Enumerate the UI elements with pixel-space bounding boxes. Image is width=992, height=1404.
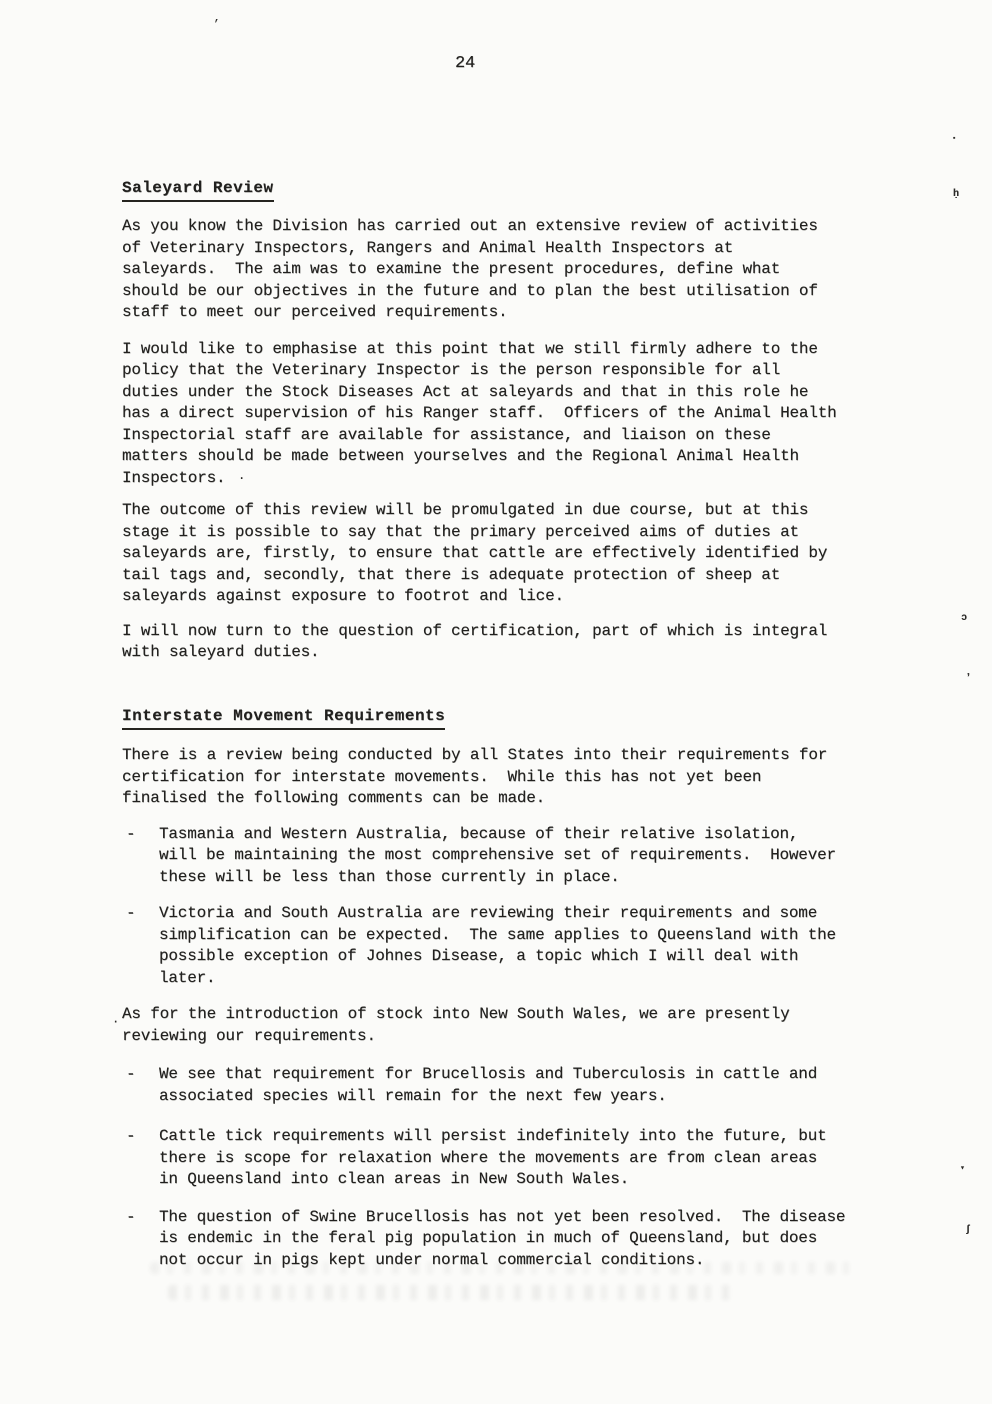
- text-line: policy that the Veterinary Inspector is the person responsible for all: [122, 361, 781, 379]
- list-item-text: [159, 824, 912, 889]
- paragraph: [122, 216, 912, 324]
- text-line: possible exception of Johnes Disease, a topic which I will deal with: [159, 947, 799, 965]
- dash-bullet: -: [126, 1207, 136, 1226]
- dash-bullet: -: [126, 904, 136, 922]
- text-line: I will now turn to the question of certification, part of which is integral: [122, 621, 828, 640]
- ink-speck: ·: [112, 1015, 120, 1029]
- text-line: We see that requirement for Brucellosis and Tuberculosis in cattle and: [159, 1065, 818, 1083]
- dash-bullet: -: [126, 824, 136, 843]
- text-line: not occur in pigs kept under normal commercial conditions.: [159, 1250, 705, 1269]
- text-line: 24: [455, 54, 476, 73]
- text-line: later.: [159, 968, 216, 987]
- text-line: I would like to emphasise at this point that we still firmly adhere to the: [122, 339, 818, 358]
- text-line: is endemic in the feral pig population in much of Queensland, but does: [159, 1229, 818, 1247]
- list-item: [122, 903, 912, 989]
- text-line: with saleyard duties.: [122, 643, 320, 661]
- dash-bullet: -: [126, 1065, 136, 1083]
- text-line: staff to meet our perceived requirements.: [122, 303, 508, 321]
- ink-speck: ’: [213, 19, 220, 31]
- ink-speck: .: [238, 469, 246, 483]
- text-line: saleyards. The aim was to examine the present procedures, define what: [122, 260, 781, 278]
- text-line: in Queensland into clean areas in New South Wales.: [159, 1170, 630, 1188]
- ink-speck: ▪: [952, 135, 957, 143]
- list-item-text: [159, 1126, 912, 1191]
- text-line: Victoria and South Australia are reviewing their requirements and some: [159, 904, 818, 922]
- text-line: The question of Swine Brucellosis has not yet been resolved. The disease: [159, 1207, 846, 1226]
- list-item: [122, 1207, 912, 1272]
- text-line: Saleyard Review: [122, 178, 274, 203]
- text-line: these will be less than those currently in place.: [159, 867, 620, 886]
- text-line: Interstate Movement Requirements: [122, 706, 445, 731]
- text-line: reviewing our requirements.: [122, 1026, 376, 1045]
- ink-speck: ḥ: [953, 189, 960, 200]
- paragraph: [122, 621, 912, 664]
- paragraph: [122, 1004, 912, 1047]
- dash-bullet: -: [126, 1127, 136, 1145]
- text-line: there is scope for relaxation where the movements are from clean areas: [159, 1148, 818, 1167]
- text-line: of Veterinary Inspectors, Rangers and Animal Health Inspectors at: [122, 238, 734, 257]
- paragraph: [122, 745, 912, 810]
- list-item-text: [159, 1207, 912, 1272]
- text-line: Cattle tick requirements will persist indefinitely into the future, but: [159, 1127, 827, 1145]
- ink-speck: ɔ: [961, 613, 968, 624]
- text-line: saleyards against exposure to footrot and lice.: [122, 587, 564, 605]
- ink-speck: ʼ: [965, 673, 972, 685]
- text-line: The outcome of this review will be promulgated in due course, but at this: [122, 501, 809, 519]
- text-line: certification for interstate movements. While this has not yet been: [122, 767, 762, 786]
- ink-speck: ʃ: [965, 1225, 972, 1236]
- text-line: tail tags and, secondly, that there is adequate protection of sheep at: [122, 565, 781, 584]
- section-heading: [122, 706, 912, 731]
- text-line: duties under the Stock Diseases Act at saleyards and that in this role he: [122, 382, 809, 401]
- text-line: has a direct supervision of his Ranger staff. Officers of the Animal Health: [122, 404, 837, 422]
- list-item: [122, 1126, 912, 1191]
- text-line: saleyards are, firstly, to ensure that cattle are effectively identified by: [122, 544, 828, 562]
- text-line: stage it is possible to say that the primary perceived aims of duties at: [122, 522, 799, 541]
- list-item-text: [159, 903, 912, 989]
- text-line: There is a review being conducted by all States into their requirements for: [122, 746, 828, 764]
- section-heading: [122, 178, 912, 203]
- text-line: should be our objectives in the future and to plan the best utilisation of: [122, 281, 818, 300]
- paragraph: [122, 339, 912, 490]
- text-line: associated species will remain for the next few years.: [159, 1086, 667, 1105]
- bleed-through-artifact: [168, 1285, 738, 1300]
- text-line: Tasmania and Western Australia, because of their relative isolation,: [159, 824, 799, 843]
- text-line: As for the introduction of stock into New South Wales, we are presently: [122, 1005, 790, 1023]
- ink-speck: ▾: [960, 1164, 965, 1173]
- text-line: matters should be made between yourselves and the Regional Animal Health: [122, 447, 799, 465]
- page-number: [455, 53, 912, 75]
- text-line: will be maintaining the most comprehensive set of requirements. However: [159, 846, 836, 864]
- document-body: [122, 53, 912, 1271]
- list-item: [122, 824, 912, 889]
- text-line: Inspectors.: [122, 468, 226, 487]
- text-line: Inspectorial staff are available for assistance, and liaison on these: [122, 425, 771, 444]
- list-item-text: [159, 1064, 912, 1107]
- list-item: [122, 1064, 912, 1107]
- text-line: simplification can be expected. The same applies to Queensland with the: [159, 925, 836, 944]
- paragraph: [122, 500, 912, 608]
- text-line: As you know the Division has carried out an extensive review of activities: [122, 217, 818, 235]
- text-line: finalised the following comments can be made.: [122, 789, 546, 807]
